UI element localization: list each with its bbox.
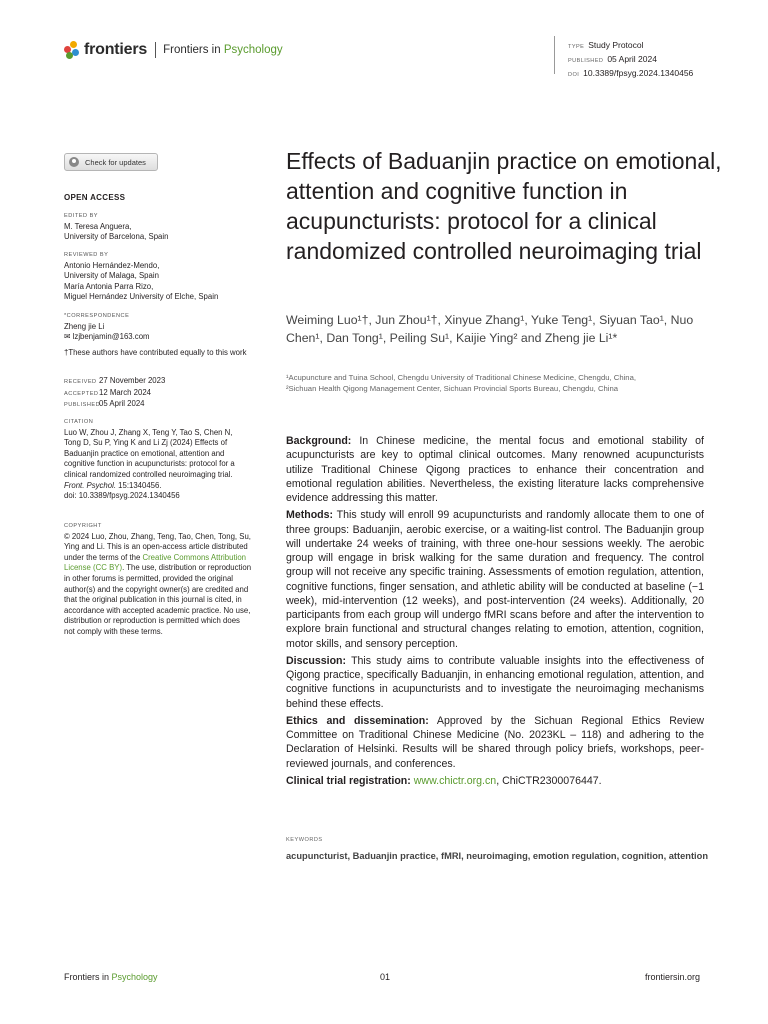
correspondence: *CORRESPONDENCE Zheng jie Li ✉ lzjbenjamin@163.com — [64, 311, 254, 343]
abstract-trial-registration: Clinical trial registration: www.chictr.org.cn, ChiCTR2300076447. — [286, 774, 602, 787]
meta-divider — [554, 36, 555, 74]
logo-divider — [155, 42, 156, 58]
abstract-methods: Methods: This study will enroll 99 acupuncturists and randomly allocate them to one of three groups: Baduanjin, aerobic exercise, or a waiting-list control. The Baduanjin group will undertake 24 weeks of training, with three one-hour sessions weekly. The aerobic group will engage in brisk walking for the same duration and frequency. The control group will not receive any specific training. Assessments of emotion regulation, attention, cognitive functions, finger sensation, and athletic ability will be conducted at baseline (−1 week), mid-intervention (12 weeks), and post-intervention (24 weeks). Additionally, 20 participants from each group will undergo fMRI scans before and after the intervention to explore brain functional and structural changes relating to emotion, attention, cognition, motor skills, and sensory perception. — [286, 509, 704, 650]
correspondence-email[interactable]: ✉ lzjbenjamin@163.com — [64, 332, 150, 342]
article-type: Study Protocol — [588, 40, 644, 50]
abstract-background: Background: In Chinese medicine, the mental focus and emotional stability of acupuncturists are key to optimal clinical outcomes. Many renowned acupuncturists utilize Traditional Chinese Qigong practices to enhance their concentration and emotional regulation abilities. Nevertheless, the existing literature lacks comprehensive evidence addressing this matter. — [286, 435, 704, 504]
open-access-label: OPEN ACCESS — [64, 193, 126, 202]
license-link[interactable]: Creative Commons Attribution License (CC BY) — [64, 552, 247, 573]
frontiers-logo[interactable] — [64, 41, 283, 59]
abstract-ethics: Ethics and dissemination: Approved by the Sichuan Regional Ethics Review Committee on Traditional Chinese Medicine (No. 2023KL – 118) and adhering to the Declaration of Helsinki. Results will be shared through policy briefs, workshops, peer-reviewed journals, and conferences. — [286, 714, 704, 770]
article-meta: TYPE Study Protocol PUBLISHED 05 April 2024 DOI 10.3389/fpsyg.2024.1340456 — [568, 40, 694, 79]
citation: CITATION Luo W, Zhou J, Zhang X, Teng Y, Tao S, Chen N, Tong D, Su P, Ying K and Li Zj (2024) Effects of Baduanjin practice on emotional, attention and cognitive function in acupuncturists: protocol for a clinical randomized controlled neuroimaging trial. Front. Psychol. 15:1340456. doi: 10.3389/fpsyg.2024.1340456 — [64, 417, 250, 502]
edited-by: EDITED BY M. Teresa Anguera, University of Barcelona, Spain — [64, 213, 169, 242]
check-updates-button[interactable]: Check for updates — [64, 153, 158, 171]
equal-contribution-note: †These authors have contributed equally to this work — [64, 348, 247, 357]
published-date: 05 April 2024 — [607, 54, 657, 65]
dates: RECEIVED 27 November 2023 ACCEPTED12 March 2024 PUBLISHED05 April 2024 — [64, 376, 166, 409]
journal-name[interactable]: Frontiers in Psychology — [163, 44, 283, 56]
footer-journal[interactable]: Frontiers in Psychology — [64, 972, 158, 982]
frontiers-logo-icon — [64, 41, 80, 59]
brand-name: frontiers — [84, 41, 148, 58]
keywords-label: KEYWORDS — [286, 837, 323, 843]
doi[interactable]: 10.3389/fpsyg.2024.1340456 — [583, 68, 694, 79]
copyright: COPYRIGHT © 2024 Luo, Zhou, Zhang, Teng, Tao, Chen, Tong, Su, Ying and Li. This is an open-access article distributed under the terms of the Creative Commons Attribution License (CC BY). The use, distribution or reproduction in other forums is permitted, provided the original author(s) and the copyright owner(s) are credited and that the original publication in this journal is cited, in accordance with accepted academic practice. No use, distribution or reproduction is permitted which does not comply with these terms. — [64, 523, 252, 636]
keywords: acupuncturist, Baduanjin practice, fMRI, neuroimaging, emotion regulation, cognition, attention — [286, 851, 708, 861]
abstract — [286, 434, 704, 791]
author-list: Weiming Luo¹†, Jun Zhou¹†, Xinyue Zhang¹, Yuke Teng¹, Siyuan Tao¹, Nuo Chen¹, Dan Tong¹, Peiling Su¹, Kaijie Ying² and Zheng jie Li¹* — [286, 313, 694, 345]
affiliations: ¹Acupuncture and Tuina School, Chengdu University of Traditional Chinese Medicine, Chengdu, China, ²Sichuan Health Qigong Management Center, Sichuan Provincial Sports Bureau, Chengdu, China — [286, 373, 636, 393]
abstract-discussion: Discussion: This study aims to contribute valuable insights into the effectiveness of Qigong practice, specifically Baduanjin, in enhancing emotional regulation, attention, and cognitive functions in acupuncturists and to investigate the neuroimaging mechanisms behind these effects. — [286, 654, 704, 710]
footer-site-link[interactable]: frontiersin.org — [645, 972, 701, 982]
citation-doi[interactable]: doi: 10.3389/fpsyg.2024.1340456 — [64, 491, 180, 501]
article-title: Effects of Baduanjin practice on emotional, attention and cognitive function in acupuncturists: protocol for a clinical randomized controlled neuroimaging trial — [286, 148, 722, 264]
trial-registry-link[interactable]: www.chictr.org.cn — [413, 774, 497, 787]
reviewed-by: REVIEWED BY Antonio Hernández-Mendo, University of Malaga, Spain María Antonia Parra Rizo, Miguel Hernández University of Elche, Spain — [64, 252, 219, 302]
page-number: 01 — [380, 972, 391, 982]
update-icon — [69, 157, 79, 167]
